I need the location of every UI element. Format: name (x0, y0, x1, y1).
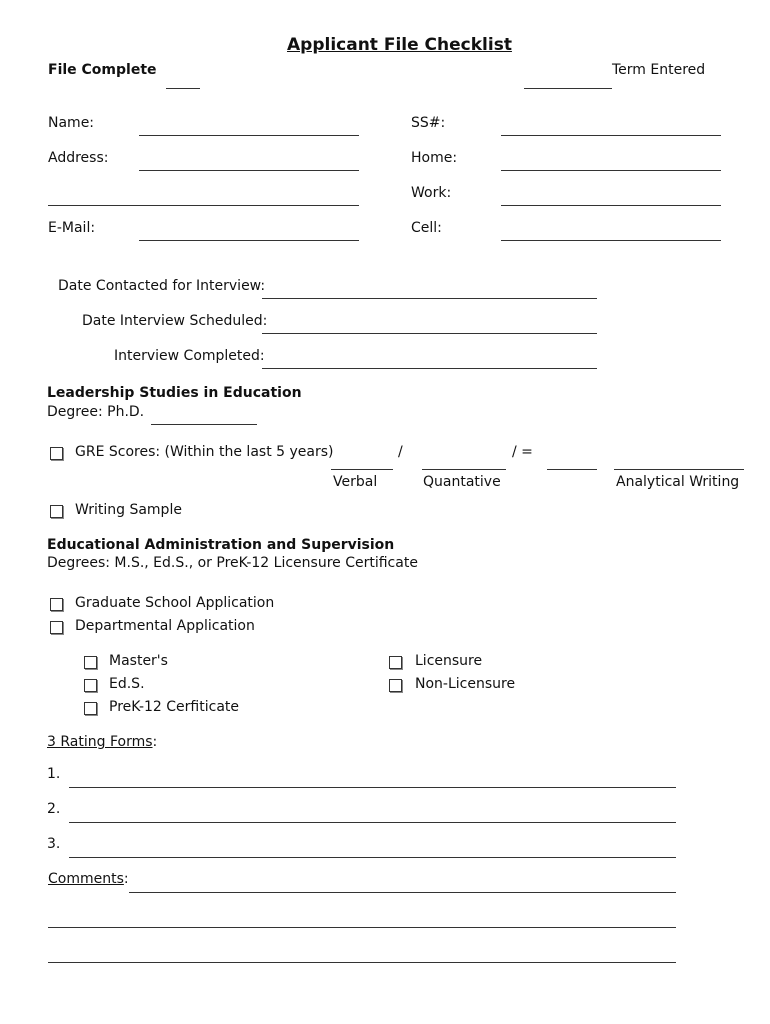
date-contacted-field[interactable] (262, 298, 597, 299)
grad-app-label: Graduate School Application (75, 595, 275, 611)
work-phone-field[interactable] (501, 205, 721, 206)
verbal-label: Verbal (333, 474, 378, 490)
dept-app-checkbox[interactable] (50, 621, 63, 634)
home-phone-field[interactable] (501, 170, 721, 171)
email-field[interactable] (139, 240, 359, 241)
address-field-1[interactable] (139, 170, 359, 171)
date-scheduled-label: Date Interview Scheduled: (82, 313, 268, 329)
leadership-heading: Leadership Studies in Education (47, 385, 302, 401)
comments-label-text: Comments (48, 871, 124, 887)
total-score-field[interactable] (547, 469, 597, 470)
comments-field-2[interactable] (48, 927, 676, 928)
home-label: Home: (411, 150, 458, 166)
interview-completed-label: Interview Completed: (114, 348, 265, 364)
gre-slash-1: / (398, 444, 403, 460)
comments-field-3[interactable] (48, 962, 676, 963)
masters-checkbox[interactable] (84, 656, 97, 669)
ss-label: SS#: (411, 115, 446, 131)
name-label: Name: (48, 115, 95, 131)
date-scheduled-field[interactable] (262, 333, 597, 334)
interview-completed-field[interactable] (262, 368, 597, 369)
gre-checkbox[interactable] (50, 447, 63, 460)
rating-forms-heading-text: 3 Rating Forms (47, 734, 153, 750)
address-field-2[interactable] (48, 205, 359, 206)
page-title: Applicant File Checklist (287, 35, 512, 55)
quantative-label: Quantative (423, 474, 501, 490)
masters-label: Master's (109, 653, 168, 669)
prek-label: PreK-12 Cerfiticate (109, 699, 240, 715)
prek-checkbox[interactable] (84, 702, 97, 715)
rating-3-field[interactable] (69, 857, 676, 858)
file-complete-field[interactable] (166, 88, 200, 89)
edadmin-degrees: Degrees: M.S., Ed.S., or PreK-12 Licensure Certificate (47, 555, 418, 571)
quant-score-field[interactable] (422, 469, 506, 470)
rating-2-field[interactable] (69, 822, 676, 823)
ss-field[interactable] (501, 135, 721, 136)
cell-label: Cell: (411, 220, 442, 236)
date-contacted-label: Date Contacted for Interview: (58, 278, 266, 294)
eds-checkbox[interactable] (84, 679, 97, 692)
rating-2-label: 2. (47, 801, 61, 817)
non-licensure-checkbox[interactable] (389, 679, 402, 692)
rating-1-label: 1. (47, 766, 61, 782)
edadmin-heading: Educational Administration and Supervision (47, 537, 395, 553)
licensure-checkbox[interactable] (389, 656, 402, 669)
leadership-degree-field[interactable] (151, 424, 257, 425)
email-label: E-Mail: (48, 220, 96, 236)
comments-colon: : (123, 871, 129, 887)
rating-forms-colon: : (152, 734, 158, 750)
name-field[interactable] (139, 135, 359, 136)
licensure-label: Licensure (415, 653, 483, 669)
rating-forms-heading (47, 735, 157, 749)
leadership-degree: Degree: Ph.D. (47, 404, 145, 420)
non-licensure-label: Non-Licensure (415, 676, 516, 692)
eds-label: Ed.S. (109, 676, 145, 692)
gre-label: GRE Scores: (Within the last 5 years) (75, 444, 334, 460)
comments-field-1[interactable] (129, 892, 676, 893)
term-entered-label: Term Entered (612, 62, 706, 78)
rating-1-field[interactable] (69, 787, 676, 788)
writing-sample-label: Writing Sample (75, 502, 182, 518)
work-label: Work: (411, 185, 452, 201)
comments-label (48, 872, 129, 886)
verbal-score-field[interactable] (331, 469, 393, 470)
dept-app-label: Departmental Application (75, 618, 255, 634)
cell-phone-field[interactable] (501, 240, 721, 241)
grad-app-checkbox[interactable] (50, 598, 63, 611)
analytical-writing-label: Analytical Writing (616, 474, 740, 490)
gre-slash-equals: / = (512, 444, 533, 460)
rating-3-label: 3. (47, 836, 61, 852)
address-label: Address: (48, 150, 109, 166)
writing-sample-checkbox[interactable] (50, 505, 63, 518)
term-entered-field[interactable] (524, 88, 612, 89)
analytical-score-field[interactable] (614, 469, 744, 470)
file-complete-label: File Complete (48, 62, 157, 78)
